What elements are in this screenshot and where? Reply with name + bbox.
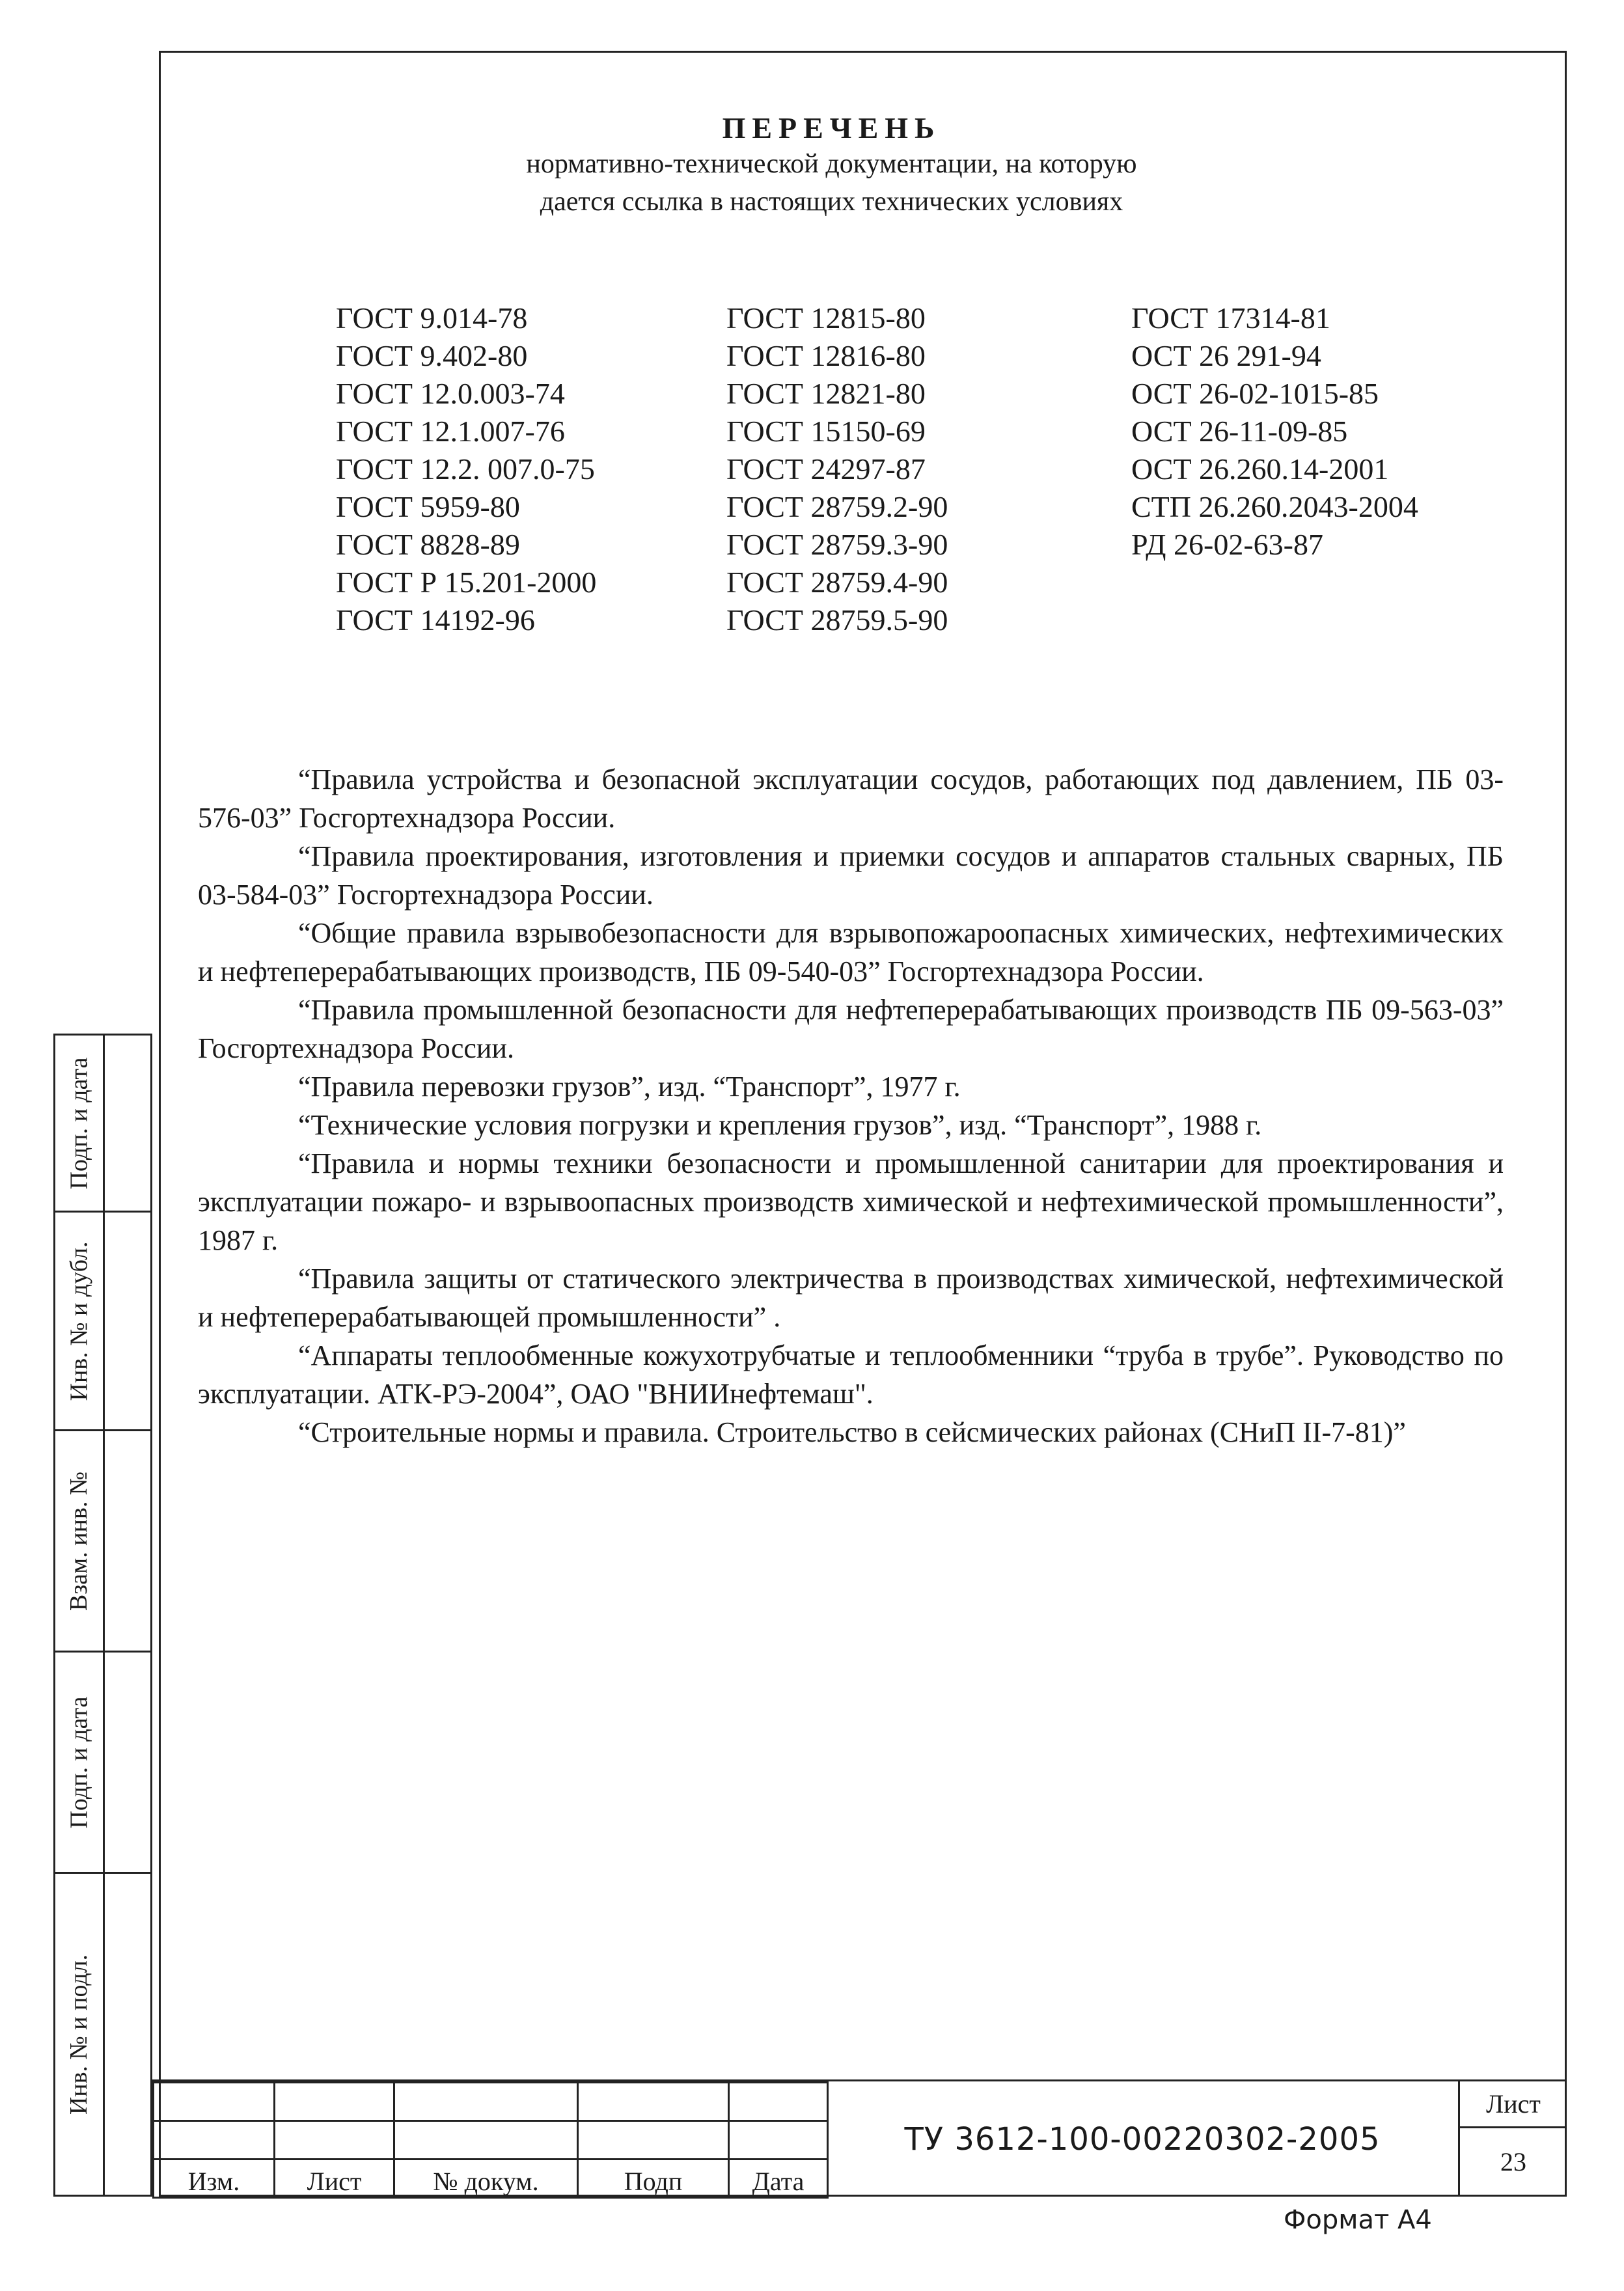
standard-item: ГОСТ 24297-87 [726,452,926,486]
side-cell-sign-date-1 [55,1036,150,1213]
sheet-box [1458,2081,1567,2197]
stamp-col-sign: Подп [578,2160,729,2198]
side-label: Подп. и дата [65,1056,93,1190]
standard-item: ОСТ 26.260.14-2001 [1131,452,1389,486]
standard-item: ГОСТ 12816-80 [726,339,926,372]
standard-item: ГОСТ 9.402-80 [336,339,528,372]
reference-item: “Правила защиты от статического электричества в производствах химической, нефтехимической и нефтеперерабатывающей промышленности” . [198,1263,1504,1333]
reference-item: “Технические условия погрузки и крепления грузов”, изд. “Транспорт”, 1988 г. [298,1109,1262,1141]
stamp-col-doc-number: № докум. [394,2160,578,2198]
standard-item: ГОСТ 9.014-78 [336,301,528,335]
stamp-col-izm: Изм. [154,2160,275,2198]
reference-item: “Общие правила взрывобезопасности для взрывопожароопасных химических, нефтехимических и нефтеперерабатывающих производств, ПБ 09-540-03” Госгортехнадзора России. [198,917,1504,987]
reference-item: “Правила проектирования, изготовления и приемки сосудов и аппаратов стальных сварных, ПБ 03-584-03” Госгортехнадзора России. [198,840,1504,911]
reference-list [198,760,1504,1451]
side-label: Подп. и дата [65,1695,93,1829]
standard-item: ГОСТ 15150-69 [726,415,926,448]
standard-item: ГОСТ 14192-96 [336,603,535,637]
standard-item: ГОСТ 28759.3-90 [726,528,948,561]
side-label: Инв. № и подл. [65,1954,93,2115]
standard-item: ГОСТ Р 15.201-2000 [336,566,597,599]
standard-item: ОСТ 26-02-1015-85 [1131,377,1379,410]
stamp-col-date: Дата [729,2160,828,2198]
page-title: ПЕРЕЧЕНЬ [722,111,941,144]
standards-column-3 [1131,299,1418,564]
document-header [0,111,1624,221]
standard-item: РД 26-02-63-87 [1131,528,1323,561]
standard-item: ГОСТ 28759.4-90 [726,566,948,599]
side-cell-vzam-inv [55,1431,150,1653]
reference-item: “Правила и нормы техники безопасности и промышленной санитарии для проектирования и эксплуатации пожаро- и взрывоопасных производств химической и нефтехимической промышленности”, 1987 г. [198,1147,1504,1256]
standard-item: СТП 26.260.2043-2004 [1131,490,1418,523]
standard-item: ГОСТ 12.1.007-76 [336,415,565,448]
side-cell-sign-date-2 [55,1653,150,1874]
title-block-stamp [152,2079,1567,2197]
standard-item: ОСТ 26-11-09-85 [1131,415,1348,448]
stamp-col-list: Лист [275,2160,394,2198]
standard-item: ГОСТ 12821-80 [726,377,926,410]
stamp-grid [152,2081,829,2199]
page-subtitle-line1: нормативно-технической документации, на которую [526,149,1137,179]
standard-item: ГОСТ 8828-89 [336,528,520,561]
standard-item: ГОСТ 17314-81 [1131,301,1330,335]
standards-column-2 [726,299,948,639]
reference-item: “Правила устройства и безопасной эксплуатации сосудов, работающих под давлением, ПБ 03-576-03” Госгортехнадзора России. [198,763,1504,834]
document-code: ТУ 3612-100-00220302-2005 [904,2120,1381,2158]
sheet-label: Лист [1460,2081,1567,2128]
standard-item: ГОСТ 28759.5-90 [726,603,948,637]
reference-item: “Правила промышленной безопасности для нефтеперерабатывающих производств ПБ 09-563-03” Госгортехнадзора России. [198,994,1504,1064]
standard-item: ГОСТ 12.0.003-74 [336,377,565,410]
side-cell-inv-dubl [55,1213,150,1431]
standard-item: ГОСТ 12.2. 007.0-75 [336,452,595,486]
reference-item: “Правила перевозки грузов”, изд. “Транспорт”, 1977 г. [298,1071,961,1103]
standard-item: ГОСТ 12815-80 [726,301,926,335]
reference-item: “Строительные нормы и правила. Строительство в сейсмических районах (СНиП II-7-81)” [298,1416,1406,1448]
side-label: Взам. инв. № [65,1471,93,1611]
standard-item: ГОСТ 5959-80 [336,490,520,523]
standard-item: ОСТ 26 291-94 [1131,339,1321,372]
sheet-number: 23 [1500,2147,1526,2176]
side-label: Инв. № и дубл. [65,1241,93,1401]
side-cell-inv-podl [55,1874,150,2195]
standards-column-1 [336,299,596,639]
page-subtitle-line2: дается ссылка в настоящих технических условиях [540,187,1123,217]
reference-item: “Аппараты теплообменные кожухотрубчатые и теплообменники “труба в трубе”. Руководство по эксплуатации. АТК-РЭ-2004”, ОАО "ВНИИнефтемаш". [198,1339,1504,1410]
standard-item: ГОСТ 28759.2-90 [726,490,948,523]
side-binding-strip [53,1034,152,2197]
paper-format-label: Формат А4 [1284,2205,1432,2235]
